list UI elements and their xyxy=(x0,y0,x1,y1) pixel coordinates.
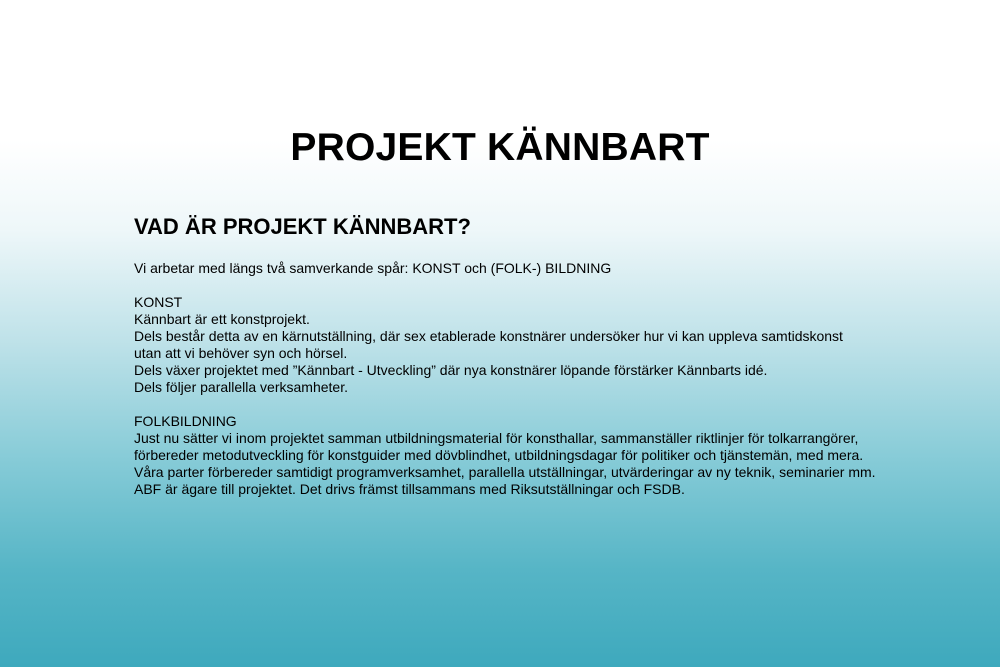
page-title: PROJEKT KÄNNBART xyxy=(290,126,710,170)
main-content xyxy=(134,212,914,498)
konst-heading: KONST xyxy=(134,294,183,310)
spacer xyxy=(134,277,914,294)
folkbildning-heading: FOLKBILDNING xyxy=(134,413,237,429)
konst-line: Dels följer parallella verksamheter. xyxy=(134,379,348,395)
folkbildning-line: Våra parter förbereder samtidigt programverksamhet, parallella utställningar, utvärderingar av ny teknik, seminarier mm. xyxy=(134,464,876,480)
spacer xyxy=(134,396,914,413)
folkbildning-line: ABF är ägare till projektet. Det drivs främst tillsammans med Riksutställningar och FSDB. xyxy=(134,481,685,497)
section-heading: VAD ÄR PROJEKT KÄNNBART? xyxy=(134,214,471,239)
folkbildning-line: Just nu sätter vi inom projektet samman utbildningsmaterial för konsthallar, sammanställer riktlinjer för tolkarrangörer, xyxy=(134,430,859,446)
konst-line: Dels består detta av en kärnutställning, där sex etablerade konstnärer undersöker hur vi kan uppleva samtidskonst xyxy=(134,328,843,344)
folkbildning-line: förbereder metodutveckling för konstguider med dövblindhet, utbildningsdagar för politiker och tjänstemän, med mera. xyxy=(134,447,864,463)
intro-text: Vi arbetar med längs två samverkande spår: KONST och (FOLK-) BILDNING xyxy=(134,260,612,276)
konst-line: utan att vi behöver syn och hörsel. xyxy=(134,345,348,361)
konst-line: Dels växer projektet med ”Kännbart - Utveckling” där nya konstnärer löpande förstärker Kännbarts idé. xyxy=(134,362,768,378)
konst-line: Kännbart är ett konstprojekt. xyxy=(134,311,310,327)
